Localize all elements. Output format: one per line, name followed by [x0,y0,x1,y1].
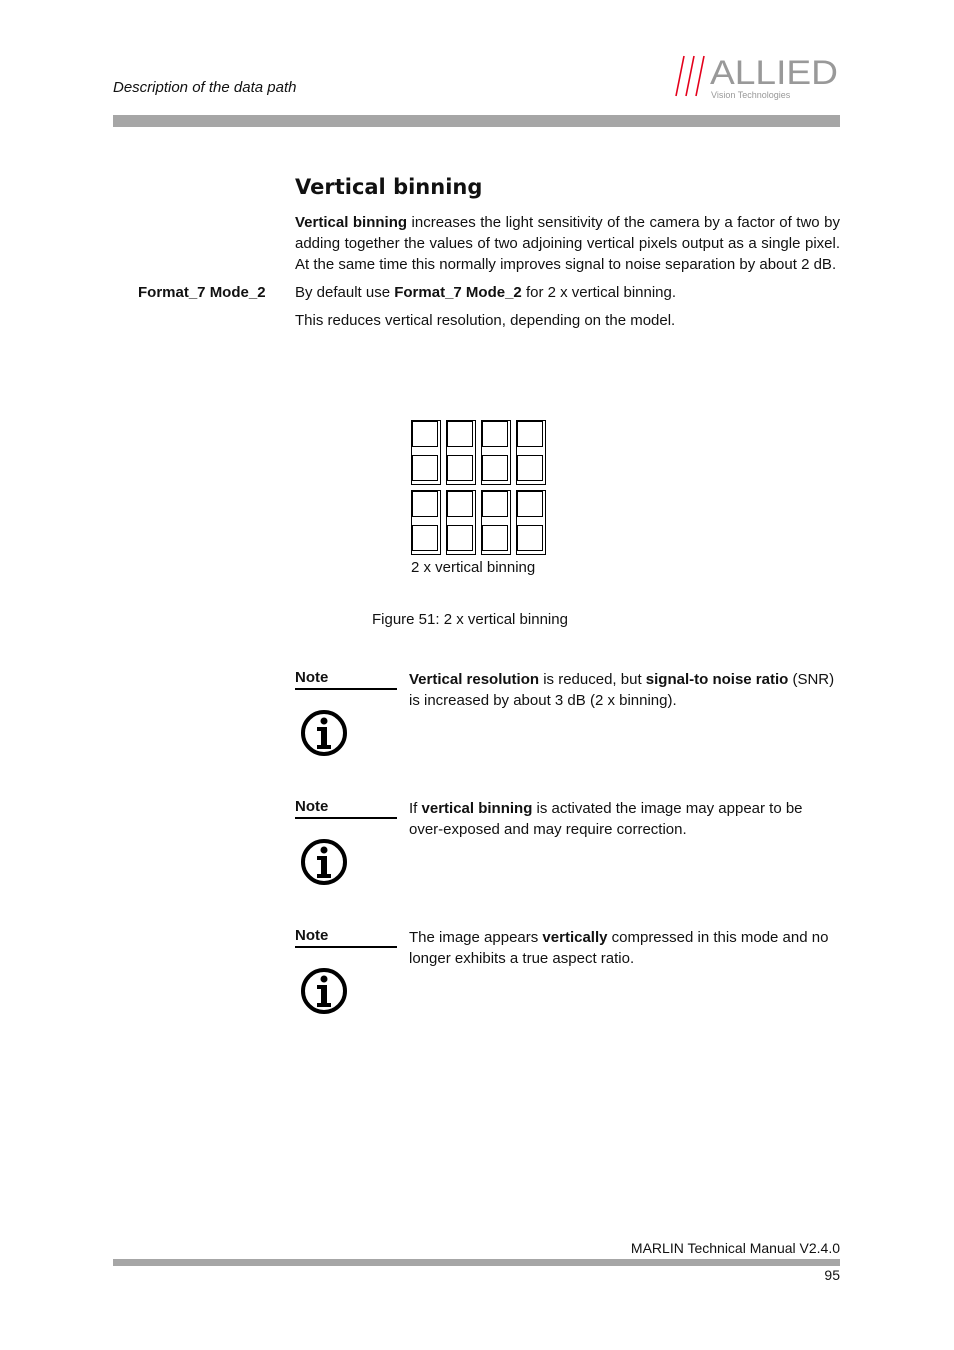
logo-subtext: Vision Technologies [711,90,791,100]
pixel-pair [446,420,476,485]
section-body [138,212,840,331]
note-span: If [409,800,422,817]
note-bold: vertical binning [421,800,533,817]
info-icon [300,709,348,757]
pixel-pair [411,490,441,555]
default-pre: By default use [295,284,395,301]
page-number: 95 [824,1267,840,1283]
default-paragraph [295,282,840,303]
pixel [482,421,508,447]
pixel [517,491,543,517]
default-bold: Format_7 Mode_2 [394,284,522,301]
pixel [447,455,473,481]
pixel [482,491,508,517]
note-text [409,927,840,969]
allied-logo [668,52,843,102]
figure-caption: Figure 51: 2 x vertical binning [372,611,568,628]
intro-text: increases the light sensitivity of the camera by a factor of two by adding together the values of two adjoining vertical pixels output as a single pixel. At the same time this normally improves signal to noise separation by about 2 dB. [295,214,840,273]
pixel-pair [516,490,546,555]
pixel [412,525,438,551]
pixel-pair [446,490,476,555]
side-label: Format_7 Mode_2 [138,284,266,301]
pixel [447,421,473,447]
note-span: is reduced, but [539,671,646,688]
intro-bold: Vertical binning [295,214,408,231]
info-icon [300,967,348,1015]
note-bold: vertically [542,929,608,946]
pixel-pair [481,490,511,555]
running-header: Description of the data path [113,79,297,96]
intro-paragraph [295,212,840,275]
figure-label: 2 x vertical binning [411,559,536,576]
note-label: Note [295,669,397,690]
pixel [482,525,508,551]
note-label: Note [295,927,397,948]
footer-manual: MARLIN Technical Manual V2.4.0 [630,1240,840,1256]
pixel [482,455,508,481]
note-bold: Vertical resolution [409,671,540,688]
note-span: The image appears [409,929,543,946]
pixel [412,421,438,447]
note-label: Note [295,798,397,819]
pixel [517,455,543,481]
note-bold: signal-to noise ratio [645,671,789,688]
note-text [409,669,840,711]
default-post: for 2 x vertical binning. [521,284,677,301]
pixel [412,491,438,517]
pixel-pair [516,420,546,485]
pixel-pair [481,420,511,485]
pixel [517,421,543,447]
pixel [447,525,473,551]
pixel [412,455,438,481]
pixel [517,525,543,551]
info-icon [300,838,348,886]
logo-text: ALLIED [710,54,838,92]
note-span: (SNR) is increased by about 3 dB (2 x binning). [409,671,835,709]
note-span: compressed in this mode and no longer exhibits a true aspect ratio. [409,929,829,967]
note-span: is activated the image may appear to be over-exposed and may require correction. [409,800,803,838]
section-title: Vertical binning [295,175,483,199]
reduce-paragraph: This reduces vertical resolution, depending on the model. [295,312,676,329]
pixel [447,491,473,517]
note-text [409,798,840,840]
binning-figure [411,420,551,555]
header-rule [113,115,840,127]
pixel-pair [411,420,441,485]
footer-rule [113,1259,840,1266]
